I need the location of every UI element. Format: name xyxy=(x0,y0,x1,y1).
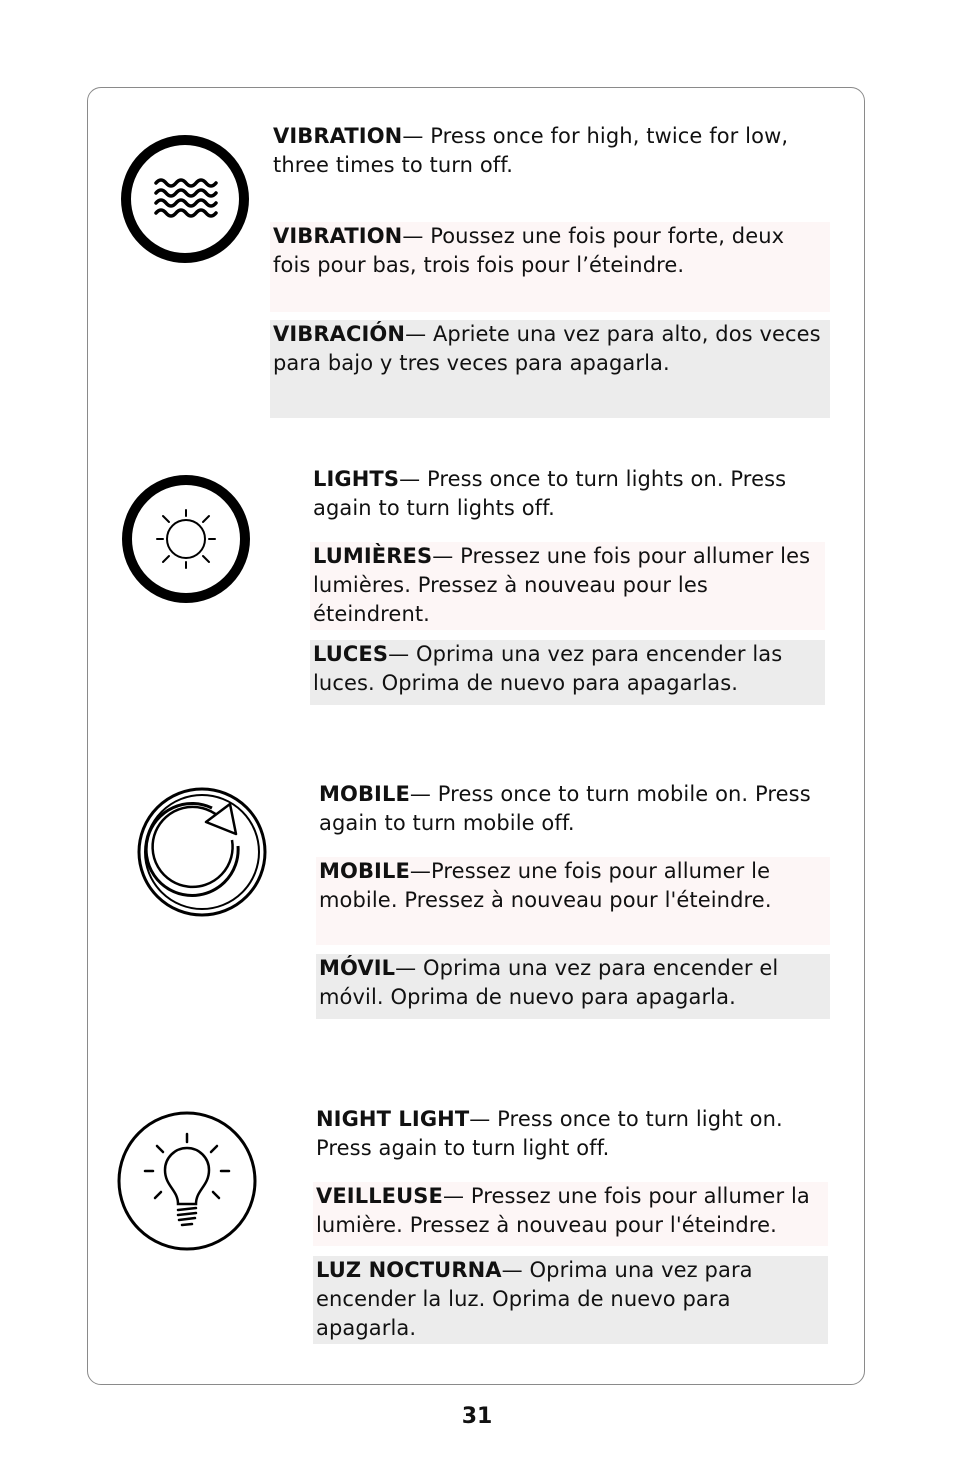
lights-es-text xyxy=(310,640,825,705)
night-light-fr-label: VEILLEUSE xyxy=(316,1184,443,1208)
rotate-mobile-icon xyxy=(136,786,268,918)
mobile-en-body: — Press once to turn mobile on. Press again to turn mobile off. xyxy=(319,782,811,835)
vibration-es-body: — Apriete una vez para alto, dos veces para bajo y tres veces para apagarla. xyxy=(273,322,821,375)
lights-en-text xyxy=(310,465,825,523)
vibration-waves-icon xyxy=(119,133,251,265)
night-light-es-body: — Oprima una vez para encender la luz. Oprima de nuevo para apagarla. xyxy=(316,1258,753,1340)
lights-fr-body: — Pressez une fois pour allumer les lumières. Pressez à nouveau pour les éteindrent. xyxy=(313,544,811,626)
vibration-en-text xyxy=(270,122,830,180)
night-light-fr-text xyxy=(313,1182,828,1246)
lights-fr-text xyxy=(310,542,825,630)
vibration-en-body: — Press once for high, twice for low, three times to turn off. xyxy=(273,124,789,177)
mobile-en-text xyxy=(316,780,830,838)
mobile-fr-text xyxy=(316,857,830,945)
sun-lights-icon xyxy=(121,474,253,606)
vibration-fr-body: — Poussez une fois pour forte, deux fois pour bas, trois fois pour l’éteindre. xyxy=(273,224,785,277)
night-light-fr-body: — Pressez une fois pour allumer la lumière. Pressez à nouveau pour l'éteindre. xyxy=(316,1184,810,1237)
lights-fr-label: LUMIÈRES xyxy=(313,544,433,568)
vibration-fr-label: VIBRATION xyxy=(273,224,403,248)
mobile-es-body: — Oprima una vez para encender el móvil. Oprima de nuevo para apagarla. xyxy=(319,956,779,1009)
lights-en-label: LIGHTS xyxy=(313,467,400,491)
night-light-es-label: LUZ NOCTURNA xyxy=(316,1258,502,1282)
vibration-es-text xyxy=(270,320,830,418)
mobile-fr-label: MOBILE xyxy=(319,859,410,883)
vibration-en-label: VIBRATION xyxy=(273,124,403,148)
night-light-es-text xyxy=(313,1256,828,1344)
lights-en-body: — Press once to turn lights on. Press again to turn lights off. xyxy=(313,467,787,520)
night-light-en-body: — Press once to turn light on. Press again to turn light off. xyxy=(316,1107,783,1160)
night-light-en-label: NIGHT LIGHT xyxy=(316,1107,470,1131)
lightbulb-night-light-icon xyxy=(116,1110,258,1252)
vibration-fr-text xyxy=(270,222,830,312)
vibration-es-label: VIBRACIÓN xyxy=(273,322,406,346)
mobile-es-text xyxy=(316,954,830,1019)
page-number: 31 xyxy=(461,1404,493,1429)
mobile-es-label: MÓVIL xyxy=(319,956,396,980)
lights-es-label: LUCES xyxy=(313,642,389,666)
mobile-fr-body: —Pressez une fois pour allumer le mobile. Pressez à nouveau pour l'éteindre. xyxy=(319,859,772,912)
mobile-en-label: MOBILE xyxy=(319,782,410,806)
night-light-en-text xyxy=(313,1105,828,1163)
lights-es-body: — Oprima una vez para encender las luces. Oprima de nuevo para apagarlas. xyxy=(313,642,783,695)
